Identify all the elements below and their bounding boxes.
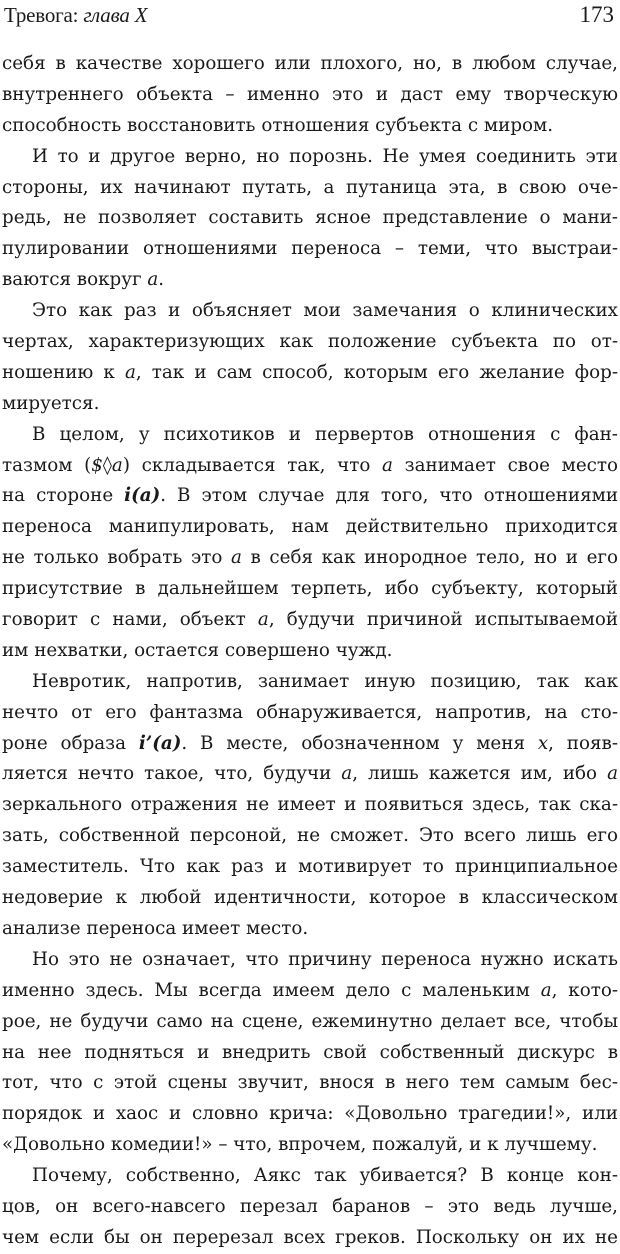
text-line: рое, не будучи само на сцене, ежеминутно делает все, чтобы xyxy=(2,1010,618,1032)
paragraph-first-line: Невротик, напротив, занимает иную позицию, так как xyxy=(32,670,618,692)
text-line: анализе переноса имеет место. xyxy=(2,917,309,939)
text-line: стороны, их начинают путать, а путаница эта, в свою оче- xyxy=(2,176,618,198)
text-line: не только вобрать это a в себя как инородное тело, но и его xyxy=(2,547,618,569)
text-line: им нехватки, остается совершено чужд. xyxy=(2,639,393,661)
text-line: роне образа i’(a). В месте, обозначенном у меня x, появ- xyxy=(2,732,618,754)
text-line: присутствие в дальнейшем терпеть, ибо субъекту, который xyxy=(2,578,618,600)
paragraph-first-line: Это как раз и объясняет мои замечания о клинических xyxy=(32,300,618,322)
text-line: редь, не позволяет составить ясное представление о мани- xyxy=(2,207,618,229)
text-line: зеркального отражения не имеет и появиться здесь, так ска- xyxy=(2,794,618,816)
text-line: нечто от его фантазма обнаруживается, напротив, на сто- xyxy=(2,701,618,723)
text-line: зать, собственной персоной, не сможет. Это всего лишь его xyxy=(2,825,618,847)
text-line: на стороне i(a). В этом случае для того, что отношениями xyxy=(2,485,619,507)
text-line: на нее подняться и внедрить свой собственный дискурс в xyxy=(2,1041,618,1063)
text-line: ваются вокруг a. xyxy=(2,269,165,291)
book-title: Тревога: xyxy=(4,3,84,27)
text-line: чем если бы он перерезал всех греков. Поскольку он их не xyxy=(2,1226,618,1248)
text-line: мируется. xyxy=(2,392,100,414)
body-text xyxy=(2,49,618,1254)
paragraph-first-line: В целом, у психотиков и первертов отношения с фан- xyxy=(32,423,618,445)
text-line: недоверие к любой идентичности, которое в классическом xyxy=(2,887,618,909)
chapter-label: глава X xyxy=(83,3,148,27)
text-line: порядок и хаос и словно крича: «Довольно трагедии!», или xyxy=(2,1103,618,1125)
text-line: тот, что с этой сцены звучит, внося в него тем самым бес- xyxy=(2,1072,618,1094)
text-line: ляется нечто такое, что, будучи a, лишь кажется им, ибо a xyxy=(2,763,618,785)
text-line: внутреннего объекта – именно это и даст ему творческую xyxy=(2,83,618,105)
text-line: говорит с нами, объект a, будучи причиной испытываемой xyxy=(2,609,619,631)
text-line: тазмом ($◊a) складывается так, что a занимает свое место xyxy=(2,454,618,476)
paragraph-first-line: Но это не означает, что причину переноса нужно искать xyxy=(32,948,618,970)
text-line: ношению к a, так и сам способ, которым его желание фор- xyxy=(2,361,619,383)
text-line: именно здесь. Мы всегда имеем дело с маленьким a, кото- xyxy=(2,979,619,1001)
text-line: способность восстановить отношения субъекта с миром. xyxy=(2,114,554,136)
paragraph-first-line: Почему, собственно, Аякс так убивается? В конце кон- xyxy=(32,1165,618,1187)
text-line: «Довольно комедии!» – что, впрочем, пожалуй, и к лучшему. xyxy=(2,1134,598,1156)
page-number: 173 xyxy=(579,2,614,27)
paragraph-first-line: И то и другое верно, но порознь. Не умея соединить эти xyxy=(32,145,618,167)
text-line: заместитель. Что как раз и мотивирует то принципиальное xyxy=(2,856,618,878)
text-line: цов, он всего-навсего перезал баранов – это ведь лучше, xyxy=(2,1195,618,1217)
text-line: переноса манипулировать, нам действительно приходится xyxy=(2,516,618,538)
text-line: себя в качестве хорошего или плохого, но, в любом случае, xyxy=(2,53,618,74)
text-line: пулировании отношениями переноса – теми, что выстраи- xyxy=(2,238,618,260)
running-head-title xyxy=(4,3,147,28)
running-head xyxy=(4,2,614,32)
text-line: чертах, характеризующих как положение субъекта по от- xyxy=(2,331,618,353)
